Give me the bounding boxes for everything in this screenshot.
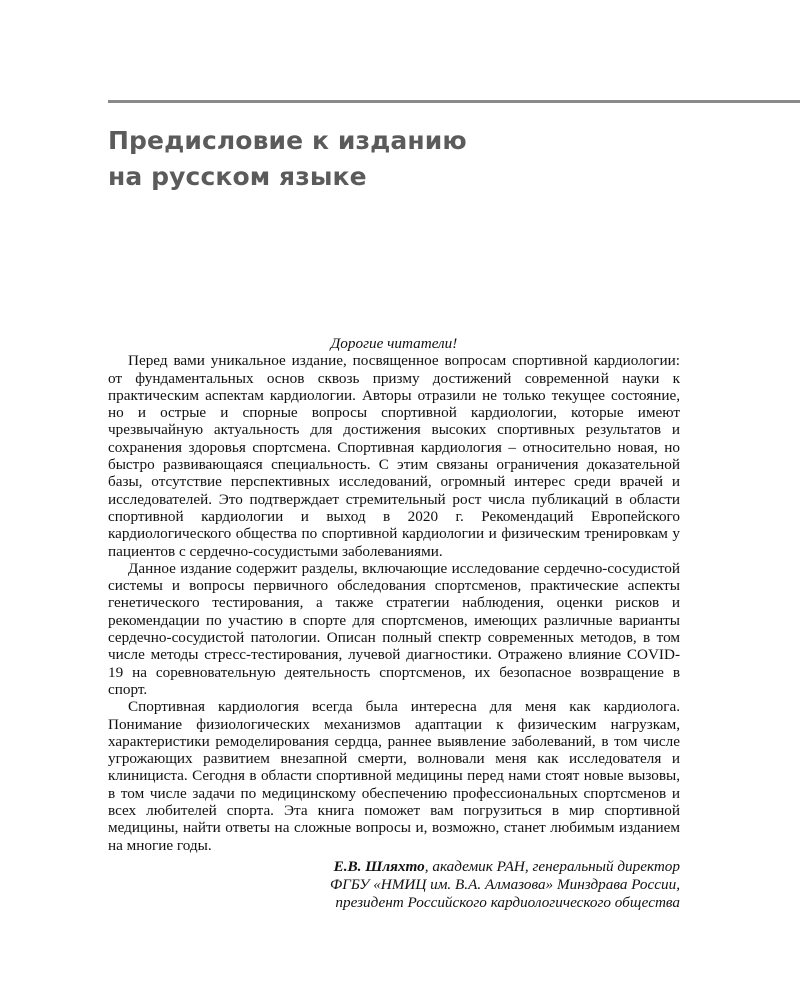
author-title: , академик РАН, генеральный директор — [424, 857, 680, 875]
paragraph-2: Данное издание содержит разделы, включающие исследование сердечно-сосудистой системы и вопросы первичного обследования спортсменов, практические аспекты генетического тестирования, а также стратегии наблюдения, оценки рисков и рекомендации по участию в спорте для спортсменов, имеющих различные варианты сердечно-сосудистой патологии. Описан полный спектр современных методов, в том числе методы стресс-тестирования, лучевой диагностики. Отражено влияние COVID-19 на соревновательную деятельность спортсменов, их безопасное возвращение в спорт. — [108, 559, 680, 698]
signature-line-3: президент Российского кардиологического общества — [335, 893, 680, 911]
paragraph-1: Перед вами уникальное издание, посвященное вопросам спортивной кардиологии: от фундаментальных основ сквозь призму достижений современной науки к практическим аспектам кардиологии. Авторы отразили не только текущее состояние, но и острые и спорные вопросы спортивной кардиологии, которые имеют чрезвычайную актуальность для достижения высоких спортивных результатов и сохранения здоровья спортсмена. Спортивная кардиология – относительно новая, но быстро развивающаяся специальность. С этим связаны ограничения доказательной базы, отсутствие перспективных исследований, огромный интерес среди врачей и исследователей. Это подтверждает стремительный рост числа публикаций в области спортивной кардиологии и выход в 2020 г. Рекомендаций Европейского кардиологического общества по спортивной кардиологии и физическим тренировкам у пациентов с сердечно-сосудистыми заболеваниями. — [108, 352, 680, 560]
header-rule — [108, 100, 800, 103]
signature-line-1 — [108, 858, 680, 876]
title-line-1: Предисловие к изданию — [108, 126, 467, 155]
salutation: Дорогие читатели! — [330, 335, 458, 352]
page-title — [108, 123, 728, 195]
author-name: Е.В. Шляхто — [333, 857, 425, 875]
title-line-2: на русском языке — [108, 162, 367, 191]
preface-body — [108, 335, 680, 912]
signature-line-2: ФГБУ «НМИЦ им. В.А. Алмазова» Минздрава России, — [329, 875, 680, 893]
signature-block — [108, 858, 680, 912]
paragraph-3: Спортивная кардиология всегда была интересна для меня как кардиолога. Понимание физиологических механизмов адаптации к физическим нагрузкам, характеристики ремоделирования сердца, раннее выявление заболеваний, в том числе угрожающих развитием внезапной смерти, волновали меня как исследователя и клинициста. Сегодня в области спортивной медицины перед нами стоят новые вызовы, в том числе задачи по медицинскому обеспечению профессиональных спортсменов и всех любителей спорта. Эта книга поможет вам погрузиться в мир спортивной медицины, найти ответы на сложные вопросы и, возможно, станет любимым изданием на многие годы. — [108, 698, 680, 854]
